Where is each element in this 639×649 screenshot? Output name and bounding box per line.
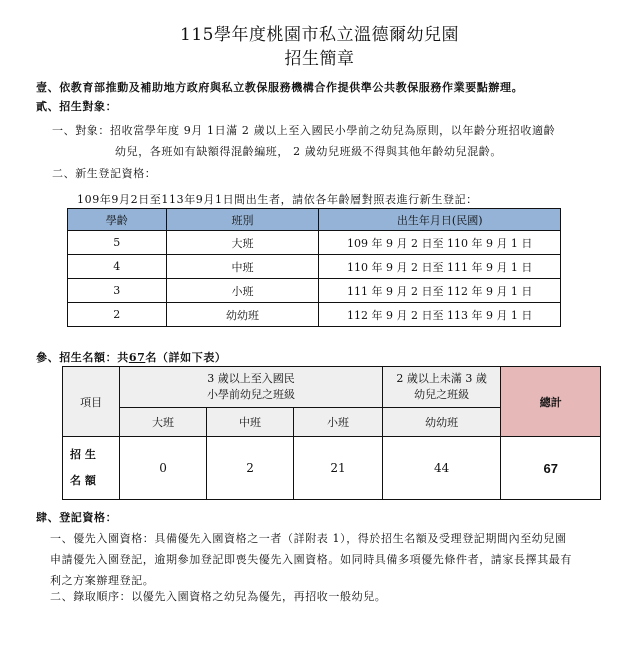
class-header-toddler: 幼幼班 [382, 408, 501, 437]
table-row [68, 255, 561, 279]
document-title: 115學年度桃園市私立溫德爾幼兒園 [180, 25, 459, 45]
class-header-large: 大班 [120, 408, 206, 437]
section1-text: 壹、依教育部推動及補助地方政府與私立教保服務機構合作提供準公共教保服務作業要點辦理。 [36, 81, 524, 94]
age-class-table [67, 208, 561, 327]
table-header-row [68, 209, 561, 231]
age-cell: 3 [68, 279, 167, 303]
group1-line1: 3 歲以上至入國民 [207, 372, 295, 385]
section4-item1-line3: 利之方案辦理登記。 [50, 574, 155, 587]
table-row [68, 303, 561, 327]
quota-value-large: 0 [120, 437, 206, 500]
group2-header [382, 367, 501, 408]
age-cell: 5 [68, 231, 167, 255]
birth-cell: 110 年 9 月 2 日至 111 年 9 月 1 日 [319, 255, 561, 279]
age-cell: 4 [68, 255, 167, 279]
section4-heading: 肆、登記資格： [36, 511, 118, 524]
section3-total-inline: 67 [128, 351, 146, 364]
section2-item1-line1: 一、對象：招收當學年度 9月 1日滿 2 歲以上至入國民小學前之幼兒為原則，以年齡分班招收適齡 [52, 124, 556, 137]
document-subtitle: 招生簡章 [284, 49, 355, 69]
class-cell: 小班 [166, 279, 319, 303]
quota-value-toddler: 44 [382, 437, 501, 500]
header-age: 學齡 [68, 209, 167, 231]
group2-line2: 幼兒之班級 [414, 388, 470, 401]
group1-header [120, 367, 382, 408]
quota-value-small: 21 [294, 437, 382, 500]
quota-table [62, 366, 601, 500]
header-birthdate: 出生年月日(民國) [319, 209, 561, 231]
quota-row-label [63, 437, 120, 500]
birth-cell: 111 年 9 月 2 日至 112 年 9 月 1 日 [319, 279, 561, 303]
class-cell: 中班 [166, 255, 319, 279]
age-table-caption: 109年9月2日至113年9月1日間出生者，請依各年齡層對照表進行新生登記： [77, 193, 478, 206]
section4-item2: 二、錄取順序：以優先入園資格之幼兒為優先，再招收一般幼兒。 [50, 590, 387, 603]
row-label-line2: 名 額 [70, 474, 96, 487]
birth-cell: 112 年 9 月 2 日至 113 年 9 月 1 日 [319, 303, 561, 327]
age-cell: 2 [68, 303, 167, 327]
class-header-middle: 中班 [206, 408, 293, 437]
quota-total-value: 67 [501, 437, 601, 500]
section2-item1-line2: 幼兒，各班如有缺額得混齡編班， 2 歲幼兒班級不得與其他年齡幼兒混齡。 [115, 145, 502, 158]
group1-line2: 小學前幼兒之班級 [207, 388, 296, 401]
row-label-line1: 招 生 [70, 448, 96, 461]
class-header-small: 小班 [294, 408, 382, 437]
section2-item2: 二、新生登記資格： [52, 167, 157, 180]
section3-suffix: 名（詳如下表） [145, 351, 227, 364]
table-row [68, 279, 561, 303]
quota-value-middle: 2 [206, 437, 293, 500]
section3-heading [36, 349, 227, 365]
birth-cell: 109 年 9 月 2 日至 110 年 9 月 1 日 [319, 231, 561, 255]
item-label-cell: 項目 [63, 367, 120, 437]
class-cell: 大班 [166, 231, 319, 255]
table-row [68, 231, 561, 255]
section4-item1-line2: 申請優先入園登記，逾期參加登記即喪失優先入園資格。如同時具備多項優先條件者，請家長擇其最有 [50, 553, 572, 566]
quota-value-row [63, 437, 601, 500]
section3-prefix: 參、招生名額：共 [36, 351, 129, 364]
quota-header-row-1 [63, 367, 601, 408]
group2-line1: 2 歲以上未滿 3 歲 [396, 372, 487, 385]
section2-heading: 貳、招生對象： [36, 100, 118, 113]
section4-item1-line1: 一、優先入園資格：具備優先入園資格之一者（詳附表 1），得於招生名額及受理登記期間內至幼兒園 [50, 532, 567, 545]
total-header: 總計 [501, 367, 601, 437]
header-class: 班別 [166, 209, 319, 231]
class-cell: 幼幼班 [166, 303, 319, 327]
